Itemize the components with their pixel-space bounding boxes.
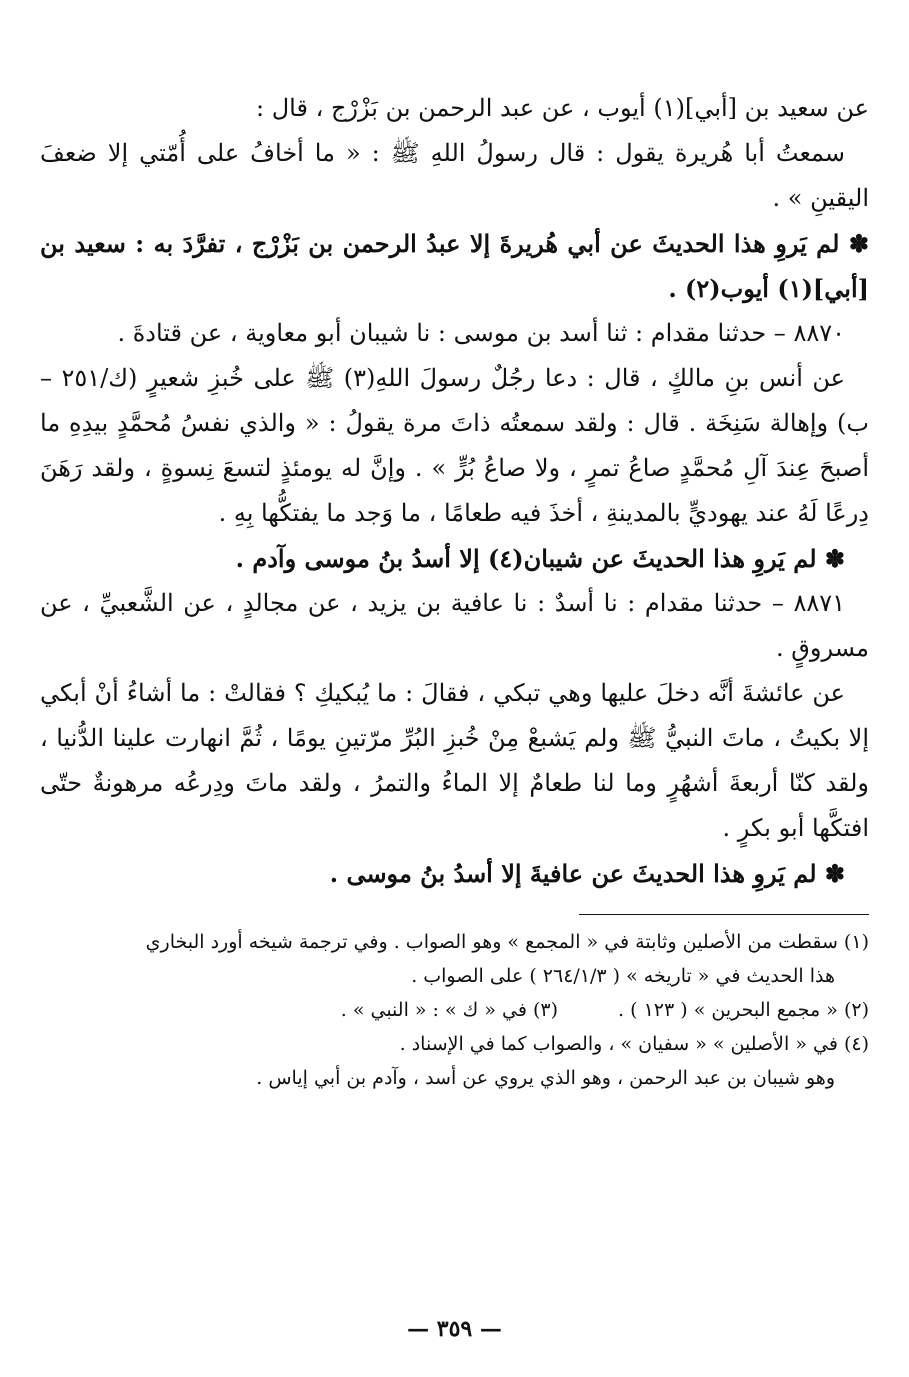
- footnote-4: (٤) في « الأصلين » « سفيان » ، والصواب كما في الإسناد .: [399, 1033, 869, 1055]
- footnote-1-continued: هذا الحديث في « تاريخه » ( ٢٦٤/١/٣ ) على الصواب .: [411, 965, 835, 987]
- text-line: سمعتُ أبا هُريرة يقول : قال رسولُ اللهِ ﷺ : « ما أخافُ على أُمّتي إلا ضعفَ اليقينِ » .: [40, 139, 869, 212]
- narration-note: ✽ لم يَروِ هذا الحديثَ عن عافيةَ إلا أسدُ بنُ موسى .: [329, 859, 845, 888]
- footnote-separator: [579, 914, 869, 915]
- footnote-1: (١) سقطت من الأصلين وثابتة في « المجمع » وهو الصواب . وفي ترجمة شيخه أورد البخاري: [145, 931, 869, 953]
- hadith-8870-chain: ٨٨٧٠ – حدثنا مقدام : ثنا أسد بن موسى : نا شيبان أبو معاوية ، عن قتادةَ .: [117, 319, 845, 347]
- footnote-row: [40, 993, 869, 1027]
- footnote-3: (٣) في « ك » : « النبي » .: [340, 999, 559, 1021]
- hadith-8871-chain: ٨٨٧١ – حدثنا مقدام : نا أسدٌ : نا عافية بن يزيد ، عن مجالدٍ ، عن الشَّعبيِّ ، عن مسروقٍ .: [40, 589, 869, 662]
- text-line: عن سعيد بن [أبي](١) أيوب ، عن عبد الرحمن بن بَزْرْج ، قال :: [256, 94, 869, 122]
- narration-note: ✽ لم يَروِ هذا الحديثَ عن أبي هُريرةَ إلا عبدُ الرحمن بن بَزْرْج ، تفرَّدَ به : سعيد بن [أبي](١) أيوب(٢) .: [40, 229, 869, 303]
- main-text: [40, 86, 869, 896]
- footnote-2: (٢) « مجمع البحرين » ( ١٢٣ ) .: [618, 999, 869, 1021]
- page-body: [40, 86, 869, 1095]
- hadith-8870-text: عن أنس بنِ مالكٍ ، قال : دعا رجُلٌ رسولَ اللهِ(٣) ﷺ على خُبزِ شعيرٍ (ك/٢٥١ – ب) وإهالة سَنِخَة . قال : ولقد سمعتُه ذاتَ مرة يقولُ : « والذي نفسُ مُحمَّدٍ بيدِهِ ما أصبحَ عِندَ آلِ مُحمَّدٍ صاعُ تمرٍ ، ولا صاعُ بُرٍّ » . وإنَّ له يومئذٍ لتسعَ نِسوةٍ ، ولقد رَهَنَ دِرعًا لَهُ عند يهوديٍّ بالمدينةِ ، أخذَ فيه طعامًا ، ما وَجد ما يفتكُّها بِهِ .: [40, 364, 870, 527]
- narration-note: ✽ لم يَروِ هذا الحديثَ عن شيبان(٤) إلا أسدُ بنُ موسى وآدم .: [235, 544, 845, 573]
- page-number: — ٣٥٩ —: [407, 1316, 502, 1342]
- hadith-8871-text: عن عائشةَ أنَّه دخلَ عليها وهي تبكي ، فقالَ : ما يُبكيكِ ؟ فقالتْ : ما أشاءُ أنْ أبكي إلا بكيتُ ، ماتَ النبيُّ ﷺ ولم يَشبعْ مِنْ خُبزِ البُرِّ مرّتينِ يومًا ، ثُمَّ انهارت علينا الدُّنيا ، ولقد كنّا أربعةَ أشهُرٍ وما لنا طعامٌ إلا الماءُ والتمرُ ، ولقد ماتَ ودِرعُه مرهونةٌ حتّى افتكَّها أبو بكرٍ .: [40, 679, 869, 842]
- footnote-4-continued: وهو شيبان بن عبد الرحمن ، وهو الذي يروي عن أسد ، وآدم بن أبي إياس .: [256, 1067, 835, 1089]
- footnotes: [40, 925, 869, 1095]
